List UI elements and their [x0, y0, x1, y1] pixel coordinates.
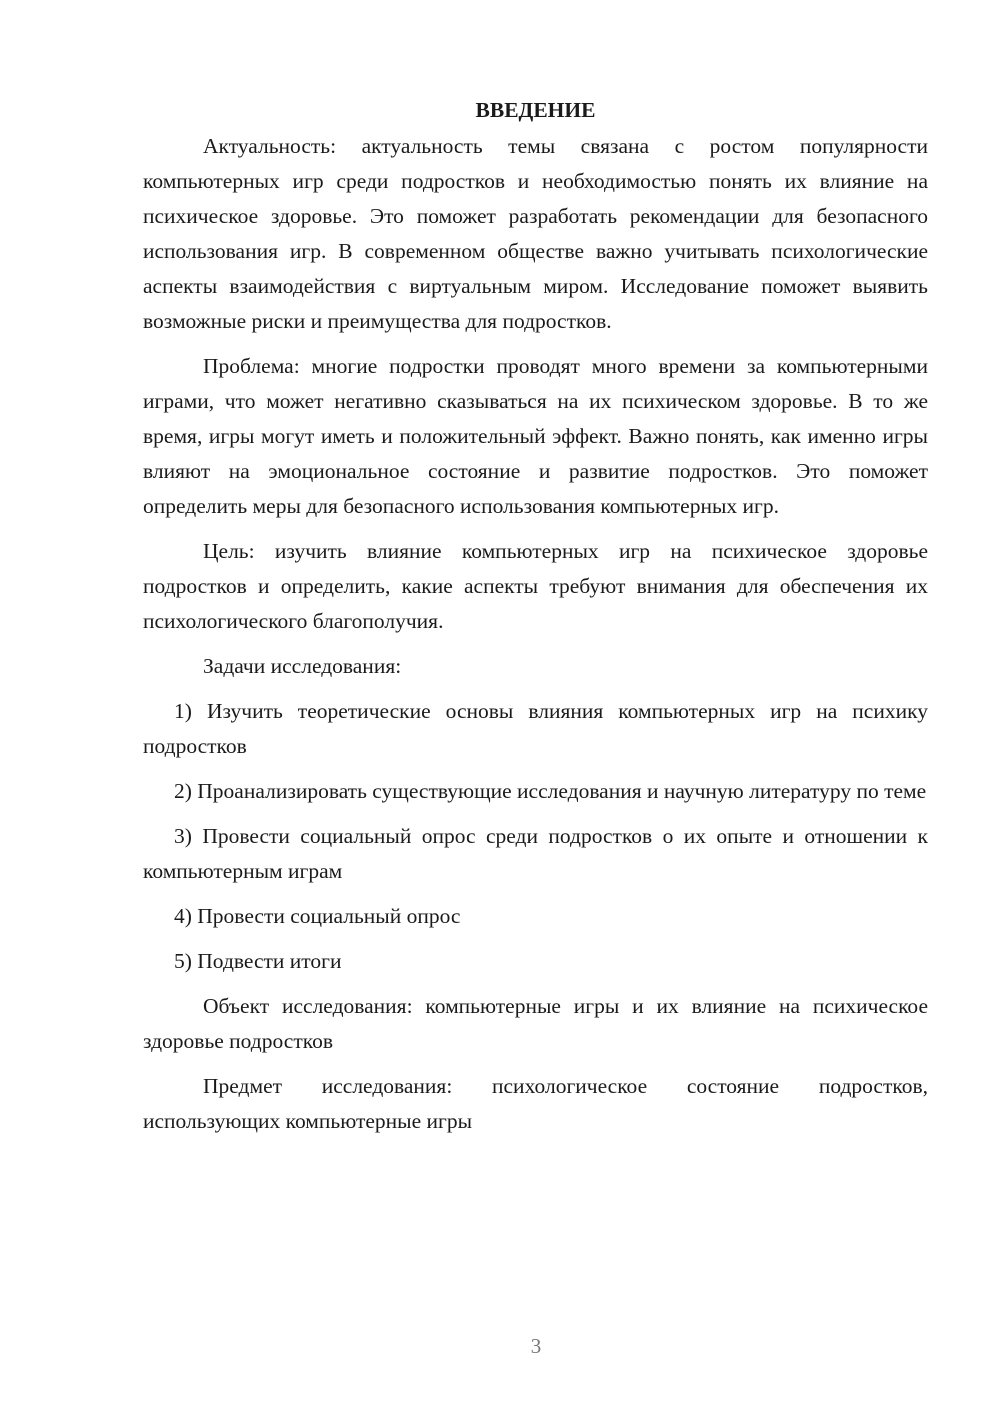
- task-item: 5) Подвести итоги: [174, 949, 342, 973]
- subject-paragraph: Предмет исследования: психологическое состояние подростков, использующих компьютерные игры: [143, 1074, 928, 1133]
- tasks-list: [143, 694, 928, 979]
- relevance-paragraph: Актуальность: актуальность темы связана с ростом популярности компьютерных игр среди подростков и необходимостью понять их влияние на психическое здоровье. Это поможет разработать рекомендации для безопасного использования игр. В современном обществе важно учитывать психологические аспекты взаимодействия с виртуальным миром. Исследование поможет выявить возможные риски и преимущества для подростков.: [143, 134, 928, 333]
- task-item: 3) Провести социальный опрос среди подростков о их опыте и отношении к компьютерным играм: [143, 824, 928, 883]
- task-item: 4) Провести социальный опрос: [174, 904, 461, 928]
- task-item: 2) Проанализировать существующие исследования и научную литературу по теме: [174, 779, 927, 803]
- object-paragraph: Объект исследования: компьютерные игры и их влияние на психическое здоровье подростков: [143, 994, 928, 1053]
- page-title: ВВЕДЕНИЕ: [475, 98, 596, 122]
- tasks-heading: Задачи исследования:: [203, 654, 402, 678]
- document-page: [143, 92, 928, 1149]
- problem-paragraph: Проблема: многие подростки проводят много времени за компьютерными играми, что может негативно сказываться на их психическом здоровье. В то же время, игры могут иметь и положительный эффект. Важно понять, как именно игры влияют на эмоциональное состояние и развитие подростков. Это поможет определить меры для безопасного использования компьютерных игр.: [143, 354, 928, 518]
- goal-paragraph: Цель: изучить влияние компьютерных игр на психическое здоровье подростков и определить, какие аспекты требуют внимания для обеспечения их психологического благополучия.: [143, 539, 928, 633]
- page-number: 3: [530, 1334, 542, 1358]
- task-item: 1) Изучить теоретические основы влияния компьютерных игр на психику подростков: [143, 699, 928, 758]
